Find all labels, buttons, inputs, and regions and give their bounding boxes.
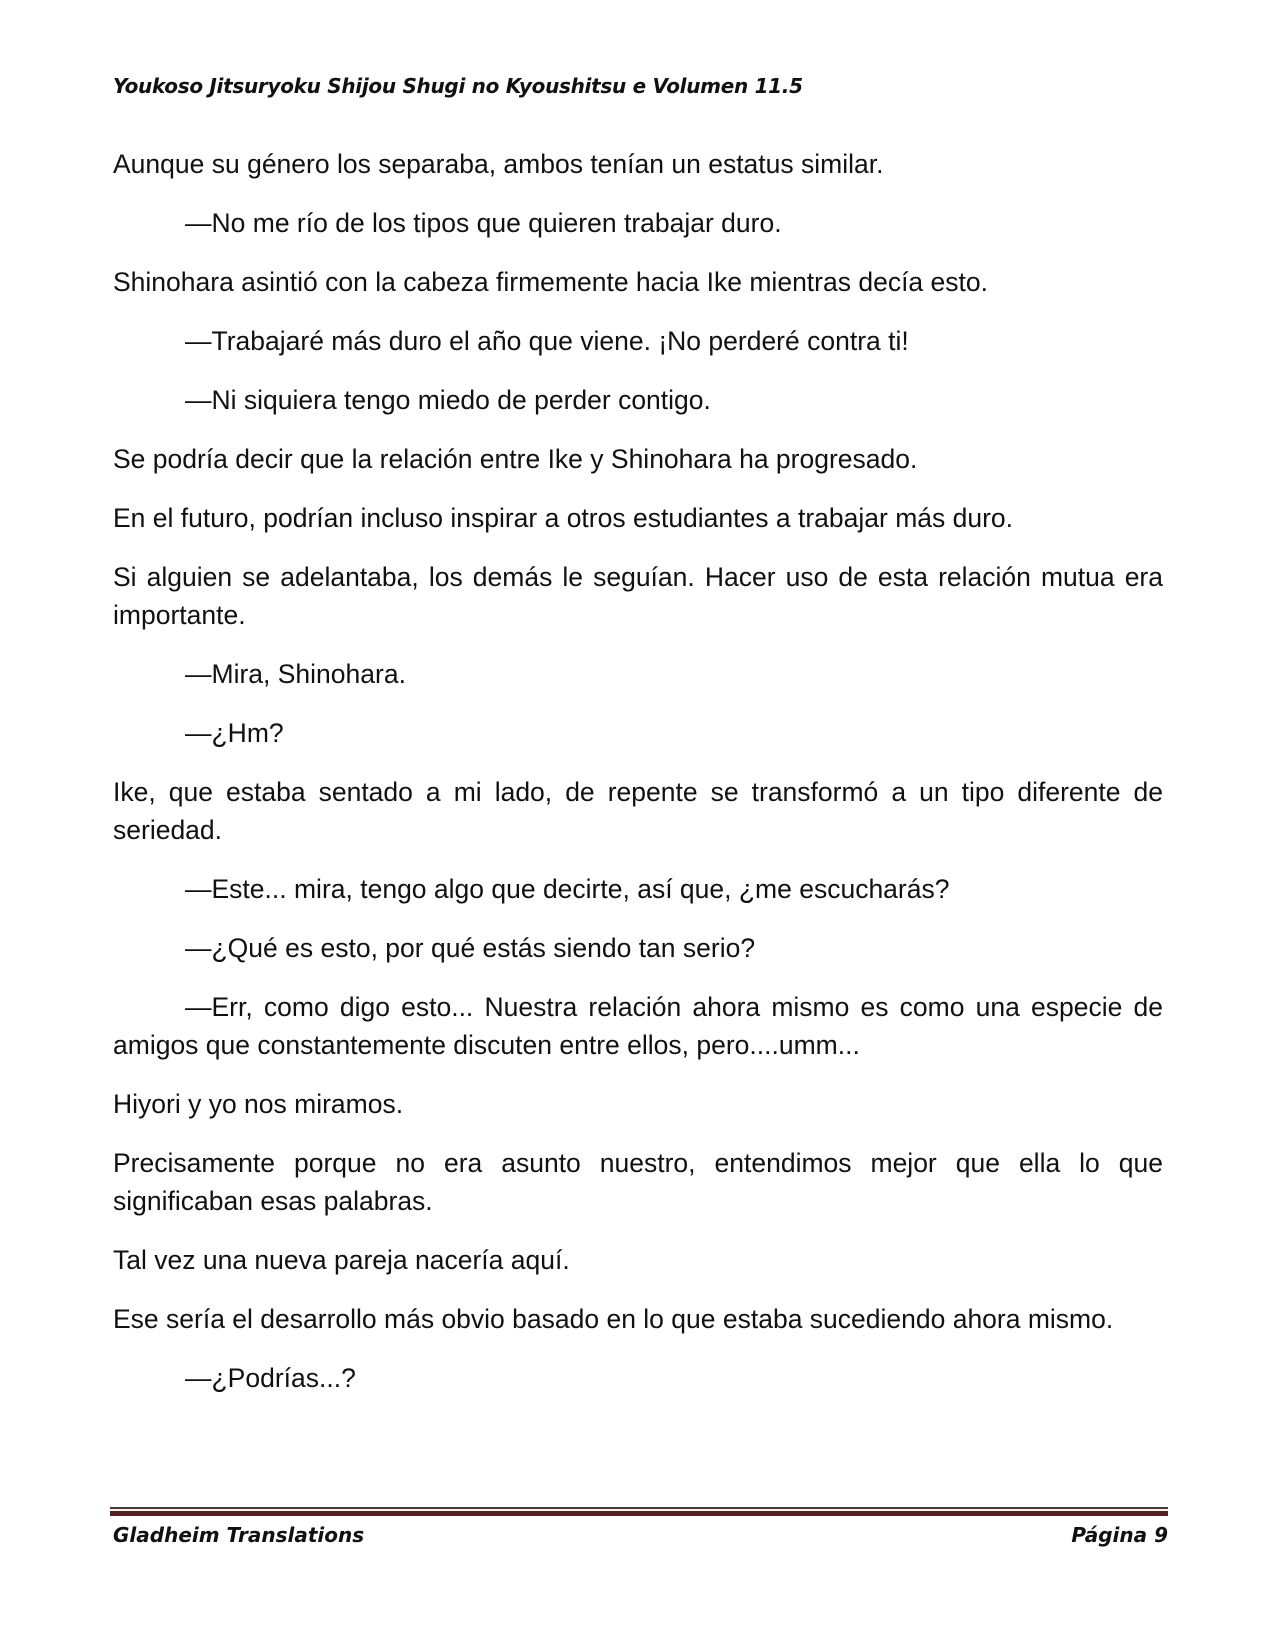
page-body bbox=[113, 145, 1163, 1418]
dialog-line: —No me río de los tipos que quieren trabajar duro. bbox=[185, 208, 782, 238]
paragraph: Si alguien se adelantaba, los demás le seguían. Hacer uso de esta relación mutua era importante. bbox=[113, 562, 1163, 630]
paragraph: Aunque su género los separaba, ambos tenían un estatus similar. bbox=[113, 149, 884, 179]
paragraph: Se podría decir que la relación entre Ike y Shinohara ha progresado. bbox=[113, 444, 918, 474]
paragraph: En el futuro, podrían incluso inspirar a otros estudiantes a trabajar más duro. bbox=[113, 503, 1014, 533]
paragraph: Shinohara asintió con la cabeza firmemente hacia Ike mientras decía esto. bbox=[113, 267, 988, 297]
dialog-line: —¿Hm? bbox=[185, 718, 284, 748]
dialog-line: —¿Podrías...? bbox=[185, 1363, 356, 1393]
dialog-line: —Err, como digo esto... Nuestra relación ahora mismo es como una especie de amigos que constantemente discuten entre ellos, pero....umm... bbox=[113, 992, 1163, 1060]
dialog-line: —Trabajaré más duro el año que viene. ¡No perderé contra ti! bbox=[185, 326, 909, 356]
page-header-title: Youkoso Jitsuryoku Shijou Shugi no Kyoushitsu e Volumen 11.5 bbox=[113, 74, 803, 98]
paragraph: Ese sería el desarrollo más obvio basado en lo que estaba sucediendo ahora mismo. bbox=[113, 1304, 1114, 1334]
page-footer bbox=[113, 1523, 1168, 1547]
dialog-line: —¿Qué es esto, por qué estás siendo tan serio? bbox=[185, 933, 756, 963]
dialog-line: —Este... mira, tengo algo que decirte, así que, ¿me escucharás? bbox=[185, 874, 950, 904]
footer-translator: Gladheim Translations bbox=[113, 1523, 365, 1547]
footer-divider-thin bbox=[110, 1507, 1168, 1509]
paragraph: Ike, que estaba sentado a mi lado, de repente se transformó a un tipo diferente de seriedad. bbox=[113, 777, 1163, 845]
footer-page-number: Página 9 bbox=[1071, 1523, 1168, 1547]
dialog-line: —Mira, Shinohara. bbox=[185, 659, 406, 689]
paragraph: Tal vez una nueva pareja nacería aquí. bbox=[113, 1245, 570, 1275]
dialog-line: —Ni siquiera tengo miedo de perder contigo. bbox=[185, 385, 711, 415]
paragraph: Precisamente porque no era asunto nuestro, entendimos mejor que ella lo que significaban esas palabras. bbox=[113, 1148, 1163, 1216]
paragraph: Hiyori y yo nos miramos. bbox=[113, 1089, 404, 1119]
footer-divider-thick bbox=[110, 1511, 1168, 1516]
